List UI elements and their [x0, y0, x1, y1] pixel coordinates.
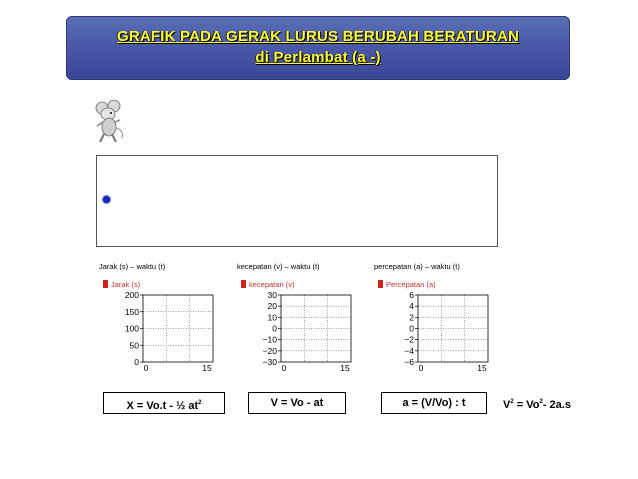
legend-label: Percepatan (a)	[386, 280, 436, 289]
formula-part: = Vo	[513, 399, 540, 411]
legend-label: Jarak (s)	[111, 280, 141, 289]
y-tick-label: −20	[262, 345, 277, 356]
formula-kecepatan	[248, 392, 346, 414]
x-tick-label: 15	[477, 363, 487, 373]
y-tick-label: −30	[262, 357, 277, 367]
x-tick-label: 0	[418, 363, 424, 373]
y-tick-label: 2	[409, 312, 414, 323]
y-tick-label: −4	[404, 345, 414, 356]
y-tick-label: 150	[124, 306, 139, 317]
dot-icon	[103, 196, 110, 203]
formula-jarak-sup: 2	[198, 400, 202, 406]
y-tick-label: 0	[409, 323, 414, 334]
chart-title: Jarak (s) – waktu (t)	[99, 262, 166, 271]
formula-v-kuadrat	[503, 392, 571, 412]
chart-svg	[372, 262, 502, 377]
mouse-icon	[92, 100, 128, 144]
y-tick-label: 30	[267, 290, 277, 300]
y-tick-label: 50	[129, 340, 139, 351]
formula-percepatan-text: a = (V/Vo) : t	[402, 397, 466, 409]
title-banner	[66, 16, 570, 80]
formula-part: V	[503, 399, 511, 411]
animation-area	[96, 155, 498, 247]
formula-jarak	[103, 392, 225, 414]
y-tick-label: −2	[404, 334, 414, 345]
chart-title: percepatan (a) – waktu (t)	[374, 262, 460, 271]
x-tick-label: 15	[340, 363, 350, 373]
y-tick-label: 10	[267, 312, 277, 323]
y-tick-label: −6	[404, 357, 414, 367]
y-tick-label: 200	[124, 290, 139, 300]
chart-jarak-panel	[97, 262, 227, 377]
chart-svg	[235, 262, 365, 377]
y-tick-label: 4	[409, 301, 414, 312]
chart-svg	[97, 262, 227, 377]
y-tick-label: 100	[124, 323, 139, 334]
chart-title: kecepatan (v) – waktu (t)	[237, 262, 320, 271]
chart-percepatan-panel	[372, 262, 502, 377]
formula-sup: 2	[510, 399, 514, 405]
x-tick-label: 15	[202, 363, 212, 373]
y-tick-label: 20	[267, 301, 277, 312]
title-line-2: di Perlambat (a -)	[255, 49, 381, 66]
formula-sup: 2	[539, 399, 543, 405]
title-line-1: GRAFIK PADA GERAK LURUS BERUBAH BERATURAN	[116, 28, 520, 45]
formula-percepatan	[381, 392, 487, 414]
y-tick-label: 6	[409, 290, 414, 300]
chart-kecepatan-panel	[235, 262, 365, 377]
x-tick-label: 0	[281, 363, 287, 373]
formula-jarak-text: X = Vo.t - ½ at	[126, 400, 199, 412]
formula-part: - 2a.s	[542, 399, 571, 411]
x-tick-label: 0	[143, 363, 149, 373]
y-tick-label: 0	[272, 323, 277, 334]
y-tick-label: −10	[262, 334, 277, 345]
y-tick-label: 0	[134, 357, 139, 367]
legend-label: kecepatan (v)	[249, 280, 295, 289]
formula-kecepatan-text: V = Vo - at	[270, 397, 324, 409]
